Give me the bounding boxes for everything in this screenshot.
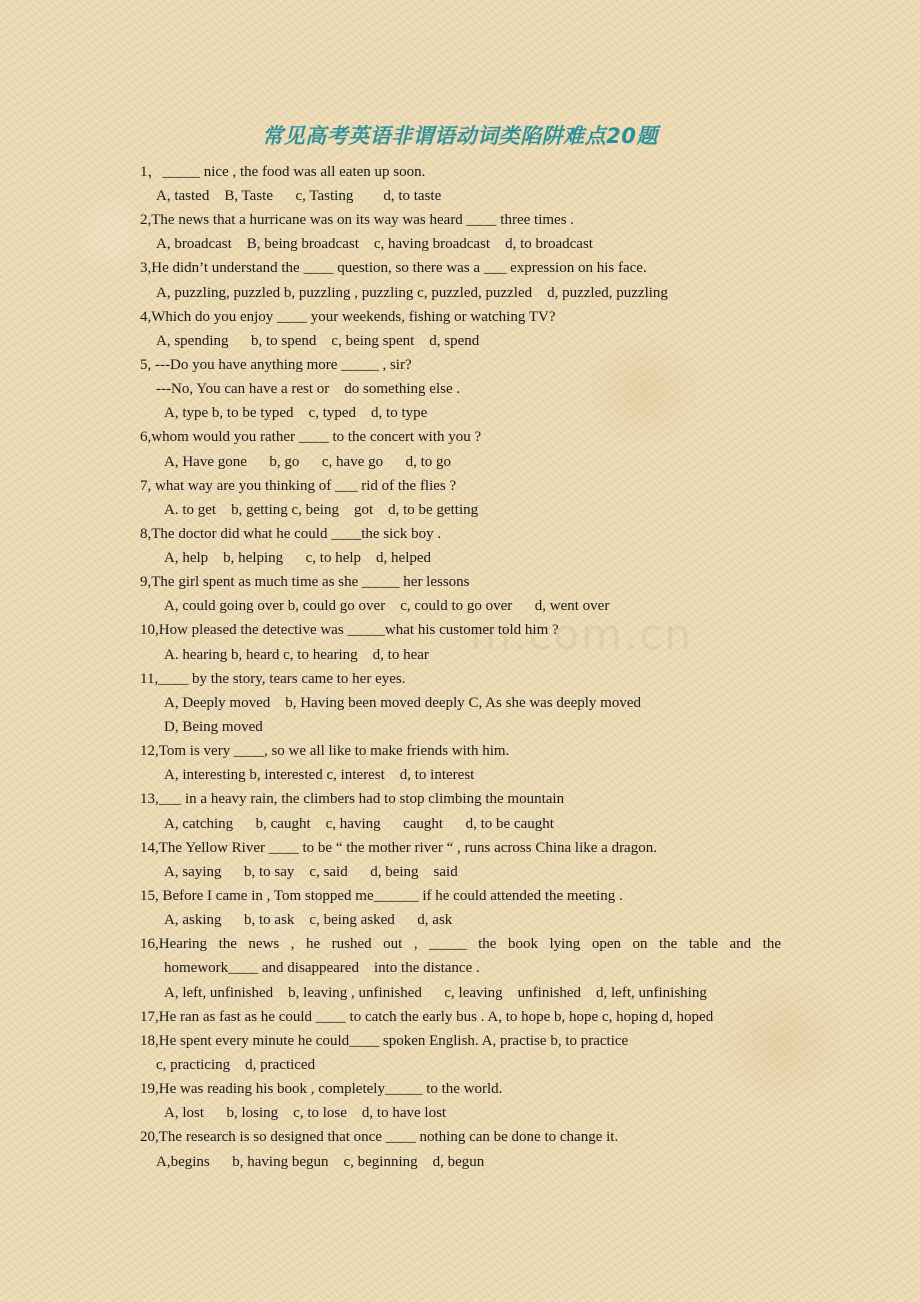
- options-20: A,begins b, having begun c, beginning d, begun: [156, 1154, 485, 1170]
- options-18-cont: c, practicing d, practiced: [156, 1057, 316, 1073]
- question-5: 5, ---Do you have anything more _____ , sir?: [140, 357, 412, 373]
- options-11-cont: D, Being moved: [164, 719, 263, 735]
- options-15: A, asking b, to ask c, being asked d, ask: [164, 912, 453, 928]
- options-2: A, broadcast B, being broadcast c, having broadcast d, to broadcast: [156, 236, 593, 252]
- options-16: A, left, unfinished b, leaving , unfinished c, leaving unfinished d, left, unfinishing: [164, 985, 707, 1001]
- options-12: A, interesting b, interested c, interest d, to interest: [164, 767, 475, 783]
- question-5-reply: ---No, You can have a rest or do something else .: [156, 381, 461, 397]
- options-11: A, Deeply moved b, Having been moved deeply C, As she was deeply moved: [164, 695, 641, 711]
- question-13: 13,___ in a heavy rain, the climbers had to stop climbing the mountain: [140, 791, 565, 807]
- question-16-cont: homework____ and disappeared into the distance .: [164, 960, 480, 976]
- options-8: A, help b, helping c, to help d, helped: [164, 550, 432, 566]
- question-14: 14,The Yellow River ____ to be “ the mother river “ , runs across China like a dragon.: [140, 840, 657, 856]
- options-1: A, tasted B, Taste c, Tasting d, to taste: [156, 188, 442, 204]
- question-20: 20,The research is so designed that once ____ nothing can be done to change it.: [140, 1129, 619, 1145]
- page-title: 常见高考英语非谓语动词类陷阱难点20题: [262, 124, 658, 148]
- options-9: A, could going over b, could go over c, could to go over d, went over: [164, 598, 610, 614]
- question-4: 4,Which do you enjoy ____ your weekends, fishing or watching TV?: [140, 309, 556, 325]
- question-15: 15, Before I came in , Tom stopped me______ if he could attended the meeting .: [140, 888, 623, 904]
- options-7: A. to get b, getting c, being got d, to be getting: [164, 502, 479, 518]
- options-4: A, spending b, to spend c, being spent d, spend: [156, 333, 480, 349]
- question-17: 17,He ran as fast as he could ____ to catch the early bus . A, to hope b, hope c, hoping d, hoped: [140, 1009, 714, 1025]
- options-14: A, saying b, to say c, said d, being said: [164, 864, 458, 880]
- question-9: 9,The girl spent as much time as she _____ her lessons: [140, 574, 470, 590]
- options-3: A, puzzling, puzzled b, puzzling , puzzling c, puzzled, puzzled d, puzzled, puzzling: [156, 285, 668, 301]
- question-19: 19,He was reading his book , completely_____ to the world.: [140, 1081, 503, 1097]
- question-1: 1，_____ nice , the food was all eaten up soon.: [140, 164, 426, 180]
- watermark: m.com.cn: [470, 610, 694, 659]
- options-6: A, Have gone b, go c, have go d, to go: [164, 454, 452, 470]
- question-18: 18,He spent every minute he could____ spoken English. A, practise b, to practice: [140, 1033, 629, 1049]
- question-2: 2,The news that a hurricane was on its way was heard ____ three times .: [140, 212, 575, 228]
- options-19: A, lost b, losing c, to lose d, to have lost: [164, 1105, 447, 1121]
- question-10: 10,How pleased the detective was _____what his customer told him ?: [140, 622, 559, 638]
- options-13: A, catching b, caught c, having caught d, to be caught: [164, 816, 554, 832]
- question-12: 12,Tom is very ____, so we all like to make friends with him.: [140, 743, 510, 759]
- question-6: 6,whom would you rather ____ to the concert with you ?: [140, 429, 482, 445]
- question-8: 8,The doctor did what he could ____the sick boy .: [140, 526, 442, 542]
- options-5: A, type b, to be typed c, typed d, to type: [164, 405, 428, 421]
- question-3: 3,He didn’t understand the ____ question, so there was a ___ expression on his face.: [140, 260, 647, 276]
- question-16: 16,Hearing the news , he rushed out , _____ the book lying open on the table and the: [140, 936, 781, 952]
- options-10: A. hearing b, heard c, to hearing d, to hear: [164, 647, 429, 663]
- question-7: 7, what way are you thinking of ___ rid of the flies ?: [140, 478, 457, 494]
- question-11: 11,____ by the story, tears came to her eyes.: [140, 671, 406, 687]
